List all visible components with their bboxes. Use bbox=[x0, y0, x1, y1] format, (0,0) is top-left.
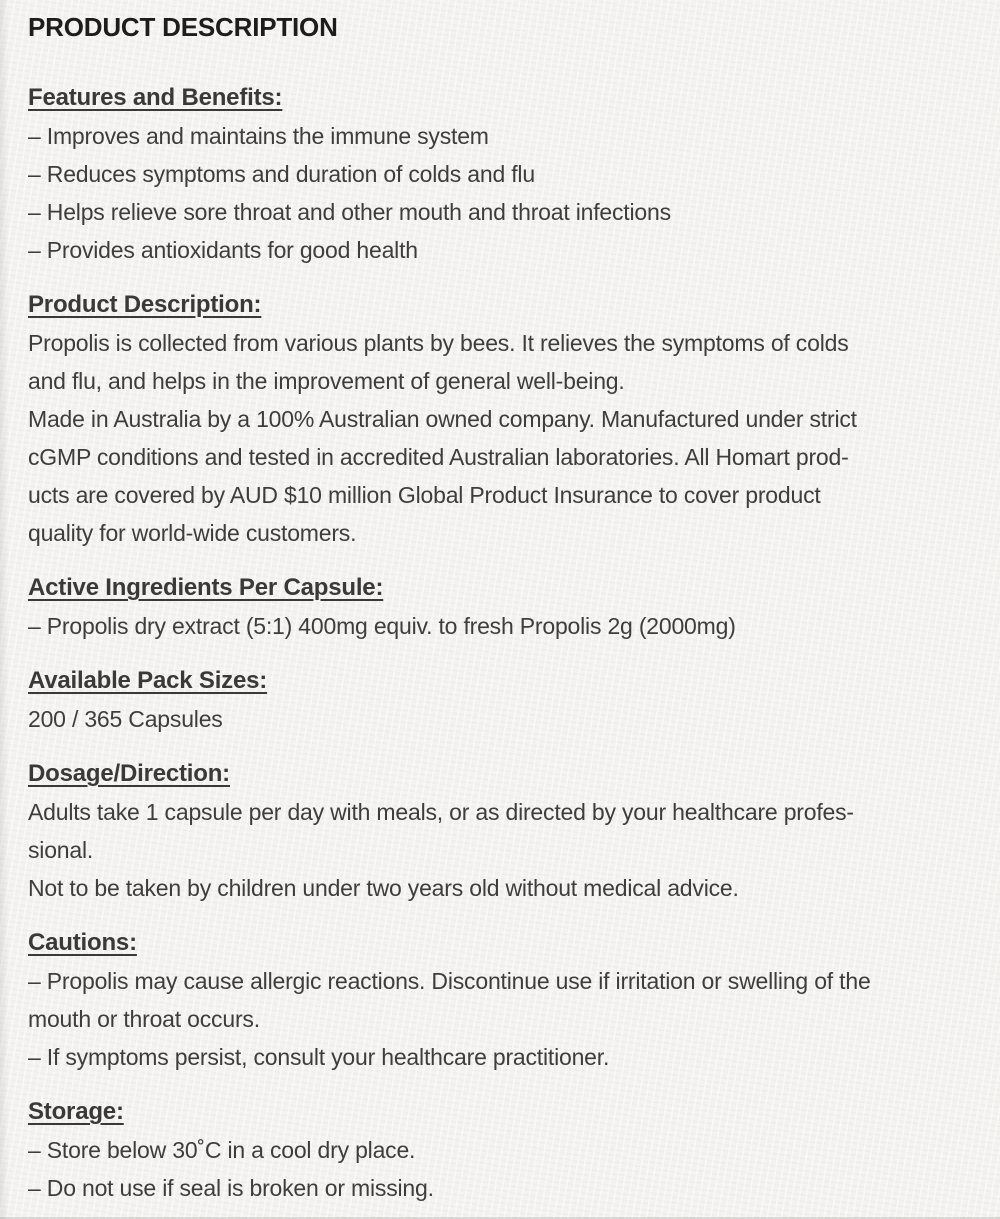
section-active-ingredients-per-capsule bbox=[28, 569, 975, 645]
text-line: 200 / 365 Capsules bbox=[28, 706, 223, 732]
section-cautions bbox=[28, 924, 975, 1076]
text-line: – Provides antioxidants for good health bbox=[28, 237, 418, 263]
text-line: – If symptoms persist, consult your healthcare practitioner. bbox=[28, 1044, 610, 1070]
text-line: and flu, and helps in the improvement of general well-being. bbox=[28, 368, 625, 394]
text-line: – Propolis dry extract (5:1) 400mg equiv. to fresh Propolis 2g (2000mg) bbox=[28, 613, 736, 639]
text-line: quality for world-wide customers. bbox=[28, 520, 357, 546]
text-line: cGMP conditions and tested in accredited Australian laboratories. All Homart prod- bbox=[28, 444, 849, 470]
section-heading: Active Ingredients Per Capsule: bbox=[28, 574, 384, 601]
section-heading: Cautions: bbox=[28, 929, 137, 956]
section-heading: Dosage/Direction: bbox=[28, 760, 230, 787]
section-dosage-direction bbox=[28, 755, 975, 907]
document-title: PRODUCT DESCRIPTION bbox=[28, 12, 338, 42]
text-line: ucts are covered by AUD $10 million Global Product Insurance to cover product bbox=[28, 482, 821, 508]
text-line: Adults take 1 capsule per day with meals, or as directed by your healthcare profes- bbox=[28, 799, 854, 825]
text-line: – Do not use if seal is broken or missing. bbox=[28, 1175, 434, 1201]
text-line: – Improves and maintains the immune system bbox=[28, 123, 489, 149]
text-line: Propolis is collected from various plants by bees. It relieves the symptoms of colds bbox=[28, 330, 849, 356]
section-heading: Storage: bbox=[28, 1098, 124, 1125]
section-features-and-benefits bbox=[28, 79, 975, 269]
text-line: Not to be taken by children under two years old without medical advice. bbox=[28, 875, 739, 901]
section-heading: Features and Benefits: bbox=[28, 84, 283, 111]
section-storage bbox=[28, 1093, 975, 1207]
text-line: – Store below 30˚C in a cool dry place. bbox=[28, 1137, 416, 1163]
text-line: Made in Australia by a 100% Australian owned company. Manufactured under strict bbox=[28, 406, 857, 432]
text-line: – Helps relieve sore throat and other mouth and throat infections bbox=[28, 199, 671, 225]
text-line: – Reduces symptoms and duration of colds and flu bbox=[28, 161, 535, 187]
section-product-description bbox=[28, 286, 975, 552]
section-heading: Available Pack Sizes: bbox=[28, 667, 268, 694]
section-heading: Product Description: bbox=[28, 291, 262, 318]
text-line: sional. bbox=[28, 837, 94, 863]
section-available-pack-sizes bbox=[28, 662, 975, 738]
text-line: mouth or throat occurs. bbox=[28, 1006, 260, 1032]
sections-container bbox=[28, 79, 975, 1207]
text-line: – Propolis may cause allergic reactions. Discontinue use if irritation or swelling of the bbox=[28, 968, 871, 994]
